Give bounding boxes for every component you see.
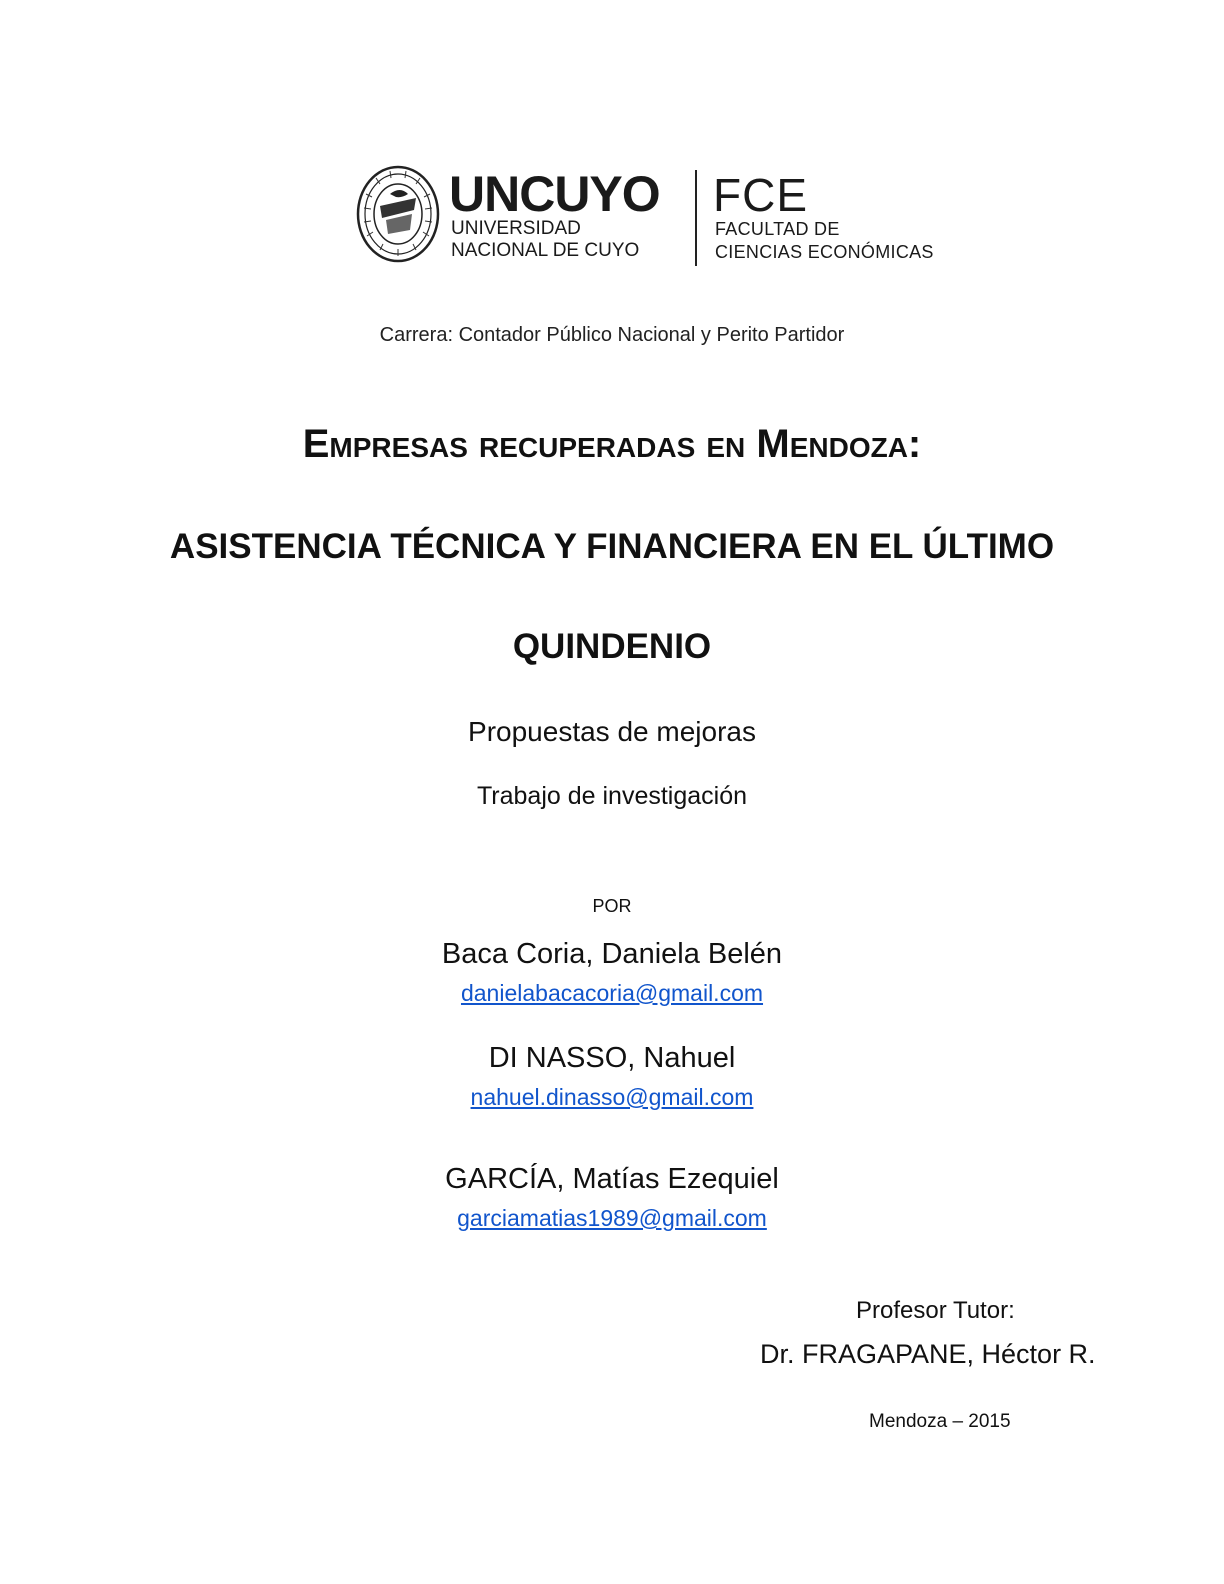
author-name: Baca Coria, Daniela Belén xyxy=(441,938,783,970)
author-email-wrapper xyxy=(0,978,1224,1008)
university-logo-line1: UNIVERSIDAD xyxy=(451,218,581,239)
title-line-2: ASISTENCIA TÉCNICA Y FINANCIERA EN EL ÚLTIMO xyxy=(169,527,1055,566)
university-logo-line2: NACIONAL DE CUYO xyxy=(451,240,640,261)
author-email-wrapper xyxy=(0,1082,1224,1112)
logo-divider xyxy=(695,170,697,266)
title-line-1: Empresas recuperadas en Mendoza: xyxy=(302,422,922,466)
author-email-wrapper xyxy=(0,1203,1224,1233)
work-type: Trabajo de investigación xyxy=(476,782,748,810)
career-label: Carrera: Contador Público Nacional y Perito Partidor xyxy=(379,324,845,346)
tutor-label: Profesor Tutor: xyxy=(856,1297,1015,1324)
university-logo-name: UNCUYO xyxy=(449,166,660,222)
author-email-link[interactable]: danielabacacoria@gmail.com xyxy=(460,980,764,1006)
place-date: Mendoza – 2015 xyxy=(869,1411,1011,1432)
author-email-link[interactable]: nahuel.dinasso@gmail.com xyxy=(470,1084,754,1110)
author-name: GARCÍA, Matías Ezequiel xyxy=(445,1163,779,1195)
tutor-name: Dr. FRAGAPANE, Héctor R. xyxy=(760,1339,1096,1369)
subtitle: Propuestas de mejoras xyxy=(468,716,756,747)
faculty-logo-line2: CIENCIAS ECONÓMICAS xyxy=(715,242,934,262)
university-seal-logo xyxy=(356,164,440,264)
faculty-logo-abbr: FCE xyxy=(713,169,808,221)
by-label: POR xyxy=(592,896,632,916)
title-line-3: QUINDENIO xyxy=(512,627,712,666)
author-name: DI NASSO, Nahuel xyxy=(488,1042,736,1074)
author-email-link[interactable]: garciamatias1989@gmail.com xyxy=(457,1205,767,1231)
faculty-logo-line1: FACULTAD DE xyxy=(715,219,840,239)
